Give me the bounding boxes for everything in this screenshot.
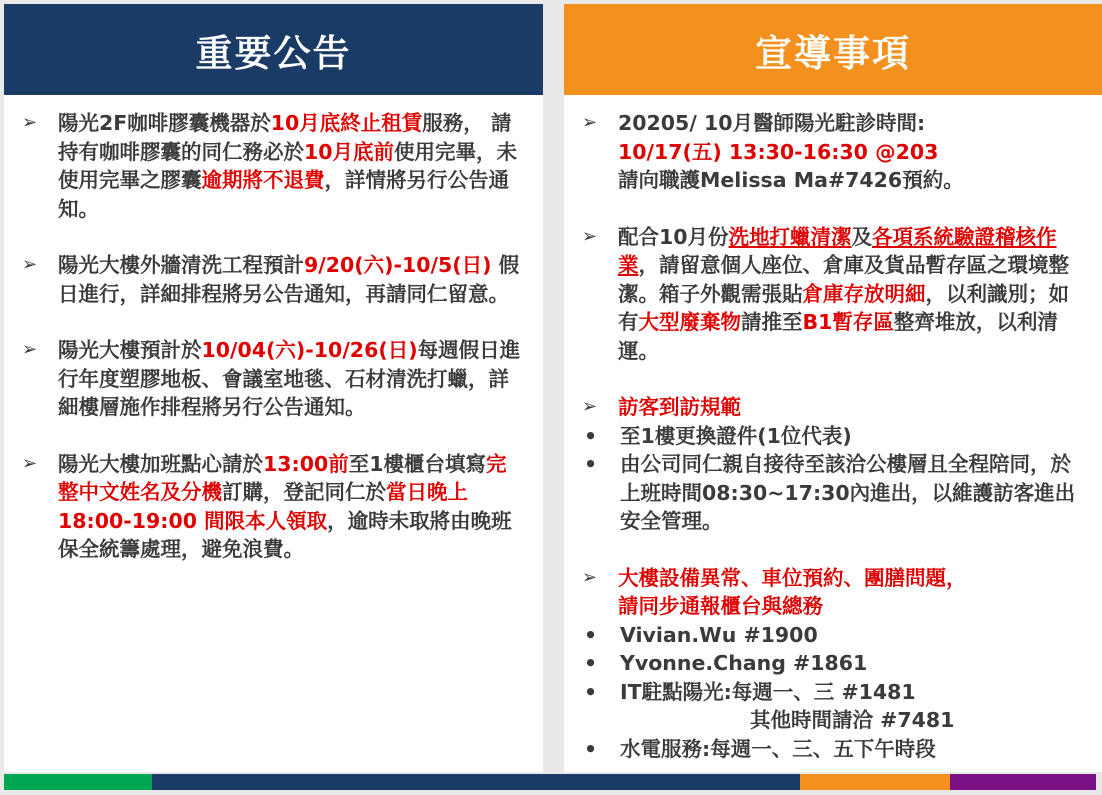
advocacy-header [564,4,1102,95]
clinic-line-3: 請向職護Melissa Ma#7426預約。 [618,168,964,192]
dot-bullet-icon: • [584,452,598,476]
arrow-bullet-icon: ➢ [22,452,38,474]
announcement-text [58,251,525,308]
list-item [582,109,1084,195]
text-run: 9/20(六)-10/5(日) [304,253,492,277]
announcement-header [4,4,543,95]
list-item [582,735,1084,764]
facility-heading-line-1: 大樓設備異常、車位預約、團膳問題， [618,565,967,590]
announcement-text [58,450,525,564]
text-run: ，以利識別；如有 [618,281,1069,334]
announcement-list [4,95,543,564]
facility-heading-line-2: 請同步通報櫃台與總務 [618,594,823,618]
it-other-time: 其他時間請洽 #7481 [750,708,955,732]
text-run: 各項系統驗證稽核作業 [618,224,1057,277]
text-run: 10月底前 [304,139,395,164]
announcement-item [22,450,525,564]
text-run: 大型廢棄物 [638,310,741,334]
text-run: 及 [851,224,873,249]
text-run: 訂購，登記同仁於 [222,480,386,504]
announcement-item [22,336,525,422]
text-run: 10月底終止租賃 [270,111,423,135]
advocacy-panel [564,4,1102,772]
text-run: 倉庫存放明細 [802,281,926,306]
text-run: ，詳情將另行公告通知。 [58,168,509,221]
text-run: 陽光大樓加班點心請於 [58,451,263,476]
visitor-point [582,422,1084,451]
advocacy-title: 宣導事項 [755,31,911,75]
text-run: 每週假日進行年度塑膠地板、會議室地毯、石材清洗打蠟，詳細樓層施作排程將另行公告通知。 [58,338,521,419]
text-run: 整齊堆放，以利清運。 [618,310,1058,363]
visitor-heading: 訪客到訪規範 [618,395,741,419]
dot-bullet-icon: • [584,679,598,704]
list-item [582,564,1084,621]
text-run: 至1樓櫃台填寫 [348,451,487,476]
announcement-panel [4,4,543,772]
arrow-bullet-icon: ➢ [22,339,38,360]
arrow-bullet-icon: ➢ [582,225,598,247]
cleaning-notice [618,223,1084,366]
facility-contact-text: Yvonne.Chang #1861 [620,651,868,675]
color-bar-segment [4,774,152,790]
text-run: 完整中文姓名及分機 [58,451,507,504]
facility-contact [582,678,1084,707]
list-item [582,223,1084,366]
text-run: 服務， 請持有咖啡膠囊的同仁務必於 [58,111,512,164]
announcement-title: 重要公告 [195,31,352,75]
announcement-item [22,251,525,308]
dot-bullet-icon: • [584,736,598,761]
arrow-bullet-icon: ➢ [22,112,38,133]
list-item [582,706,1084,735]
dot-bullet-icon: • [584,622,598,647]
visitor-point-text: 由公司同仁親自接待至該洽公樓層且全程陪同，於上班時間08:30~17:30內進出，以維護訪客進出安全管理。 [620,452,1076,533]
text-run: 陽光大樓預計於 [58,338,202,362]
text-run: 假日進行，詳細排程將另公告通知，再請同仁留意。 [58,253,520,306]
utility-service: 水電服務:每週一、三、五下午時段 [620,736,936,761]
clinic-line-2: 10/17(五) 13:30-16:30 @203 [618,139,939,164]
text-run: 陽光大樓外牆清洗工程預計 [58,253,304,277]
advocacy-list [564,95,1102,763]
text-run: 13:00前 [263,451,349,476]
text-run: 10/04(六)-10/26(日) [201,338,418,362]
arrow-bullet-icon: ➢ [582,566,598,588]
text-run: B1暫存區 [802,310,894,334]
announcement-text [58,109,525,223]
color-bar-segment [152,774,800,790]
text-run: ，逾時未取將由晚班保全統籌處理，避免浪費。 [58,508,512,561]
text-run: 請推至 [741,310,803,334]
text-run: 當日晚上 18:00-19:00 間限本人領取 [58,480,468,533]
visitor-point [582,450,1084,536]
clinic-line-1: 20205/ 10月醫師陽光駐診時間: [618,111,926,135]
color-bar-segment [800,774,950,790]
dot-bullet-icon: • [584,651,598,675]
text-run: 使用完畢，未使用完畢之膠囊 [58,139,518,192]
announcement-text [58,336,525,422]
arrow-bullet-icon: ➢ [582,112,598,133]
arrow-bullet-icon: ➢ [582,396,598,417]
text-run: ，請留意個人座位、倉庫及貨品暫存區之環境整潔。箱子外觀需張貼 [618,253,1069,306]
facility-contact-text: Vivian.Wu #1900 [620,622,818,647]
arrow-bullet-icon: ➢ [22,254,38,275]
text-run: 配合10月份 [618,224,729,249]
facility-contact [582,621,1084,650]
text-run: 陽光2F咖啡膠囊機器於 [58,111,271,135]
text-run: 洗地打蠟清潔 [728,224,852,249]
facility-contact [582,649,1084,678]
color-bar-segment [950,774,1096,790]
text-run: 逾期將不退費 [201,168,325,192]
visitor-point-text: 至1樓更換證件(1位代表) [620,423,852,448]
announcement-item [22,109,525,223]
facility-contact-text: IT駐點陽光:每週一、三 #1481 [620,679,916,704]
dot-bullet-icon: • [584,423,598,448]
list-item [582,393,1084,422]
